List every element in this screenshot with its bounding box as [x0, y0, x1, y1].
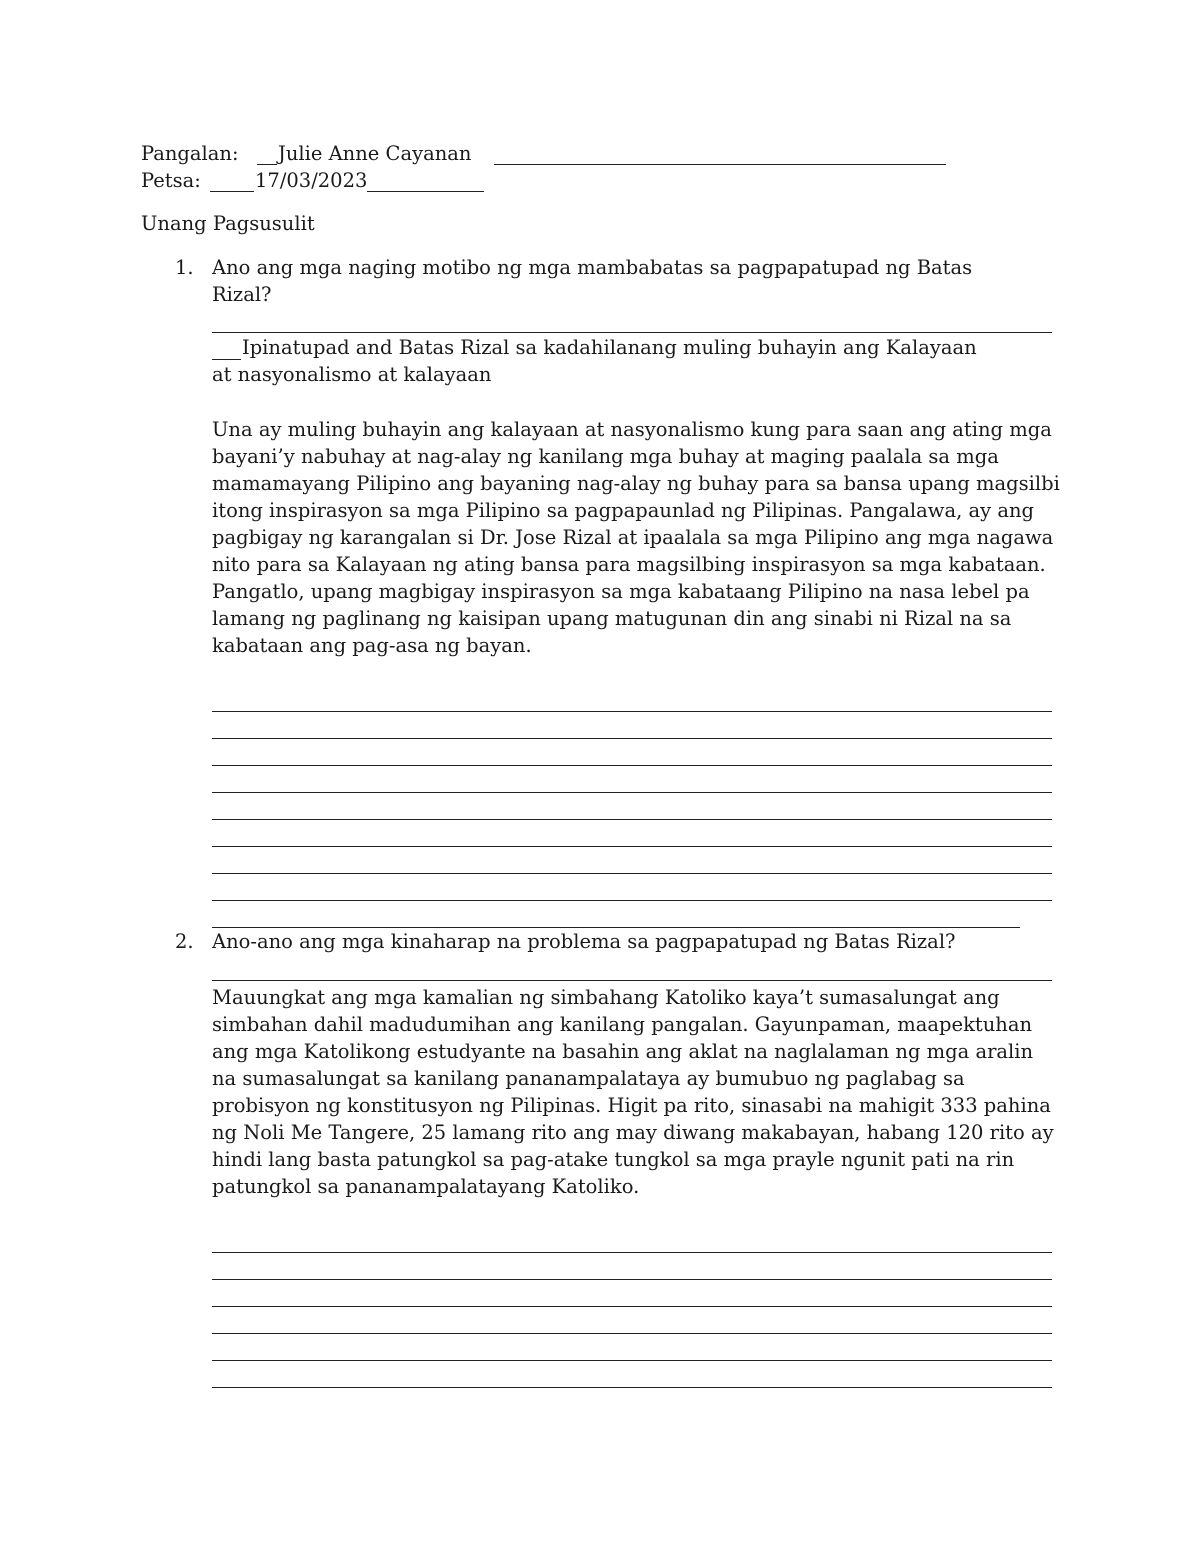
- blank-line: [212, 765, 1052, 766]
- date-value: 17/03/2023: [255, 169, 368, 192]
- name-blank-before: [257, 164, 277, 165]
- blank-line: [212, 738, 1052, 739]
- blank-line: [212, 1306, 1052, 1307]
- date-blank-before: [210, 191, 254, 192]
- blank-line: [212, 711, 1052, 712]
- question-1-number: 1.: [175, 256, 194, 279]
- date-label: Petsa:: [141, 169, 201, 192]
- blank-line: [212, 900, 1052, 901]
- blank-line: [212, 1279, 1052, 1280]
- date-blank-after: [367, 191, 484, 192]
- blank-line: [212, 1387, 1052, 1388]
- answer-2-rule-top: [212, 980, 1052, 981]
- blank-line: [212, 1360, 1052, 1361]
- blank-line: [212, 1333, 1052, 1334]
- answer-1-short-line-1: Ipinatupad and Batas Rizal sa kadahilanang muling buhayin ang Kalayaan: [242, 336, 977, 359]
- section-title: Unang Pagsusulit: [141, 212, 315, 235]
- blank-line: [212, 1252, 1052, 1253]
- blank-line: [212, 792, 1052, 793]
- question-1-line-1: Ano ang mga naging motibo ng mga mambabatas sa pagpapatupad ng Batas: [212, 256, 973, 279]
- blank-line: [212, 927, 1020, 928]
- blank-line: [212, 873, 1052, 874]
- blank-line: [212, 846, 1052, 847]
- answer-1-short-blank: [212, 359, 241, 360]
- answer-1-paragraph: Una ay muling buhayin ang kalayaan at nasyonalismo kung para saan ang ating mga bayani’y nabuhay at nag-alay ng kanilang mga buhay at maging paalala sa mga mamamayang Pilipino ang bayaning nag-alay ng buhay para sa bansa upang magsilbi itong inspirasyon sa mga Pilipino sa pagpapaunlad ng Pilipinas. Pangalawa, ay ang pagbigay ng karangalan si Dr. Jose Rizal at ipaalala sa mga Pilipino ang mga nagawa nito para sa Kalayaan ng ating bansa para magsilbing inspirasyon sa mga kabataan. Pangatlo, upang magbigay inspirasyon sa mga kabataang Pilipino na nasa lebel pa lamang ng paglinang ng kaisipan upang matugunan din ang sinabi ni Rizal na sa kabataan ang pag-asa ng bayan.: [212, 418, 1060, 657]
- question-1-line-2: Rizal?: [212, 283, 272, 306]
- question-2-number: 2.: [175, 930, 194, 953]
- answer-1-short-line-2: at nasyonalismo at kalayaan: [212, 363, 492, 386]
- blank-line: [212, 819, 1052, 820]
- name-label: Pangalan:: [141, 142, 239, 165]
- answer-1-rule-top: [212, 332, 1052, 333]
- name-blank-after: [494, 164, 946, 165]
- question-2-line-1: Ano-ano ang mga kinaharap na problema sa pagpapatupad ng Batas Rizal?: [212, 930, 956, 953]
- answer-2-paragraph: Mauungkat ang mga kamalian ng simbahang Katoliko kaya’t sumasalungat ang simbahan dahil madudumihan ang kanilang pangalan. Gayunpaman, maapektuhan ang mga Katolikong estudyante na basahin ang aklat na naglalaman ng mga aralin na sumasalungat sa kanilang pananampalataya ay bumubuo ng paglabag sa probisyon ng konstitusyon ng Pilipinas. Higit pa rito, sinasabi na mahigit 333 pahina ng Noli Me Tangere, 25 lamang rito ang may diwang makabayan, habang 120 rito ay hindi lang basta patungkol sa pag-atake tungkol sa mga prayle ngunit pati na rin patungkol sa pananampalatayang Katoliko.: [212, 986, 1054, 1198]
- name-value: Julie Anne Cayanan: [278, 142, 472, 165]
